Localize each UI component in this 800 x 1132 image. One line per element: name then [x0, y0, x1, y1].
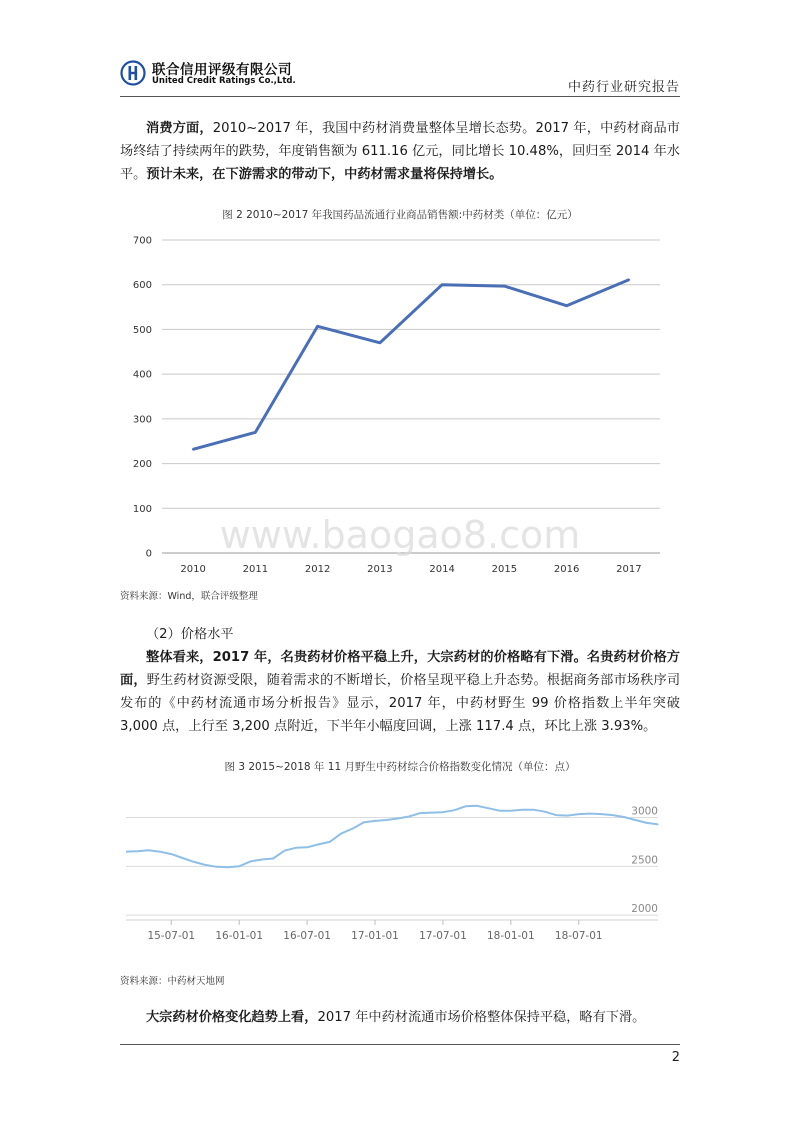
chart2-data-point — [182, 857, 183, 858]
consumption-outlook: 预计未来，在下游需求的带动下，中药材需求量将保持增长。 — [146, 167, 503, 182]
chart2-data-point — [159, 851, 160, 852]
chart2-data-point — [352, 828, 353, 829]
chart2-y-tick: 2500 — [631, 854, 658, 867]
chart2-data-point — [284, 850, 285, 851]
chart2-data-point — [488, 808, 489, 809]
chart1-data-point — [316, 325, 318, 327]
chart2-data-point — [601, 814, 602, 815]
chart2-data-point — [307, 847, 308, 848]
chart2-x-tick: 16-07-01 — [283, 930, 331, 942]
chart2-data-point — [171, 854, 172, 855]
chart2-data-point — [363, 822, 364, 823]
chart2-data-point — [612, 814, 613, 815]
chart2-data-point — [476, 805, 477, 806]
figure-2-caption: 图 2 2010~2017 年我国药品流通行业商品销售额:中药材类（单位：亿元） — [222, 209, 578, 221]
sales-line-chart — [120, 228, 680, 583]
chart1-x-tick: 2014 — [429, 564, 455, 575]
chart1-x-tick: 2010 — [180, 564, 206, 575]
chart2-data-point — [499, 810, 500, 811]
chart1-x-tick: 2016 — [553, 564, 580, 575]
consumption-paragraph — [120, 117, 680, 186]
chart2-data-point — [646, 822, 647, 823]
consumption-body: 2010~2017 年，我国中药材消费量整体呈增长态势。2017 年，中药材商品市场终结了持续两年的跌势，年度销售额为 611.16 亿元，同比增长 10.48%，回归至 2014 年水平。 — [120, 121, 680, 182]
chart2-y-tick: 2000 — [631, 903, 658, 916]
chart2-data-point — [578, 814, 579, 815]
chart2-data-point — [556, 814, 557, 815]
chart1-y-tick: 0 — [145, 548, 152, 560]
chart2-data-point — [635, 819, 636, 820]
chart1-y-tick: 200 — [132, 459, 152, 471]
chart2-data-point — [522, 809, 523, 810]
chart2-data-point — [386, 819, 387, 820]
chart2-data-point — [567, 815, 568, 816]
figure-2-source: 资料来源：Wind，联合评级整理 — [120, 591, 258, 602]
chart1-data-point — [503, 285, 505, 287]
chart2-x-tick: 16-01-01 — [215, 930, 264, 942]
chart1-x-tick: 2012 — [304, 564, 331, 575]
chart1-y-tick: 100 — [132, 503, 152, 515]
figure-3-source: 资料来源：中药材天地网 — [120, 976, 225, 987]
chart1-y-tick: 700 — [132, 235, 152, 247]
chart2-data-point — [273, 858, 274, 859]
chart2-x-tick: 18-01-01 — [487, 930, 535, 942]
chart2-data-point — [465, 806, 466, 807]
chart1-x-tick: 2011 — [242, 564, 269, 575]
chart1-y-tick: 600 — [132, 280, 152, 292]
price-summary: 整体看来，2017 年，名贵药材价格平稳上升，大宗药材的价格略有下滑。名贵药材价格方面， — [120, 650, 680, 688]
chart2-data-point — [193, 861, 194, 862]
footer-divider — [120, 1044, 680, 1045]
chart2-data-point — [148, 850, 149, 851]
page-header — [120, 52, 680, 98]
chart2-data-point — [239, 866, 240, 867]
figure-3-caption: 图 3 2015~2018 年 11 月野生中药材综合价格指数变化情况（单位：点） — [224, 761, 576, 773]
chart2-data-point — [318, 844, 319, 845]
chart1-data-point — [441, 284, 443, 286]
bulk-price-paragraph — [120, 1006, 680, 1029]
chart2-data-point — [137, 851, 138, 852]
chart2-data-point — [420, 813, 421, 814]
chart2-data-point — [250, 861, 251, 862]
chart2-data-point — [205, 864, 206, 865]
chart2-data-point — [329, 841, 330, 842]
chart2-x-tick: 17-07-01 — [419, 930, 467, 942]
chart2-data-point — [216, 866, 217, 867]
watermark-text: www.baogao8.com — [219, 513, 581, 557]
chart2-data-point — [544, 811, 545, 812]
chart1-y-tick: 500 — [132, 324, 152, 336]
header-divider — [120, 96, 680, 97]
chart2-x-tick: 18-07-01 — [554, 930, 603, 942]
chart2-data-point — [295, 847, 296, 848]
chart2-x-tick: 15-07-01 — [147, 930, 196, 942]
chart1-data-point — [628, 279, 630, 281]
report-title: 中药行业研究报告 — [567, 80, 680, 95]
chart1-x-tick: 2017 — [616, 564, 642, 575]
chart2-data-point — [657, 824, 658, 825]
chart1-data-point — [192, 448, 194, 450]
chart2-data-point — [374, 820, 375, 821]
chart2-data-point — [454, 810, 455, 811]
price-paragraph — [120, 646, 680, 738]
chart1-x-tick: 2013 — [367, 564, 393, 575]
chart2-data-point — [623, 816, 624, 817]
chart2-data-point — [397, 818, 398, 819]
chart2-series-line — [126, 806, 658, 868]
chart2-data-point — [227, 867, 228, 868]
chart2-data-point — [431, 812, 432, 813]
chart2-y-tick: 3000 — [631, 805, 658, 818]
chart1-data-point — [379, 342, 381, 344]
price-body: 野生药材资源受限，随着需求的不断增长，价格呈现平稳上升态势。根据商务部市场秩序司发布的《中药材流通市场分析报告》显示，2017 年，中药材野生 99 价格指数上半年突破 3,000 点，上行至 3,200 点附近，下半年小幅度回调，上涨 117.4 点，环比上涨 3.93%。 — [120, 673, 681, 734]
chart1-series-line — [193, 280, 629, 450]
chart2-data-point — [533, 809, 534, 810]
chart2-data-point — [340, 833, 341, 834]
bulk-price-body: 2017 年中药材流通市场价格整体保持平稳，略有下滑。 — [317, 1010, 646, 1025]
chart1-y-tick: 300 — [132, 414, 152, 426]
company-name-cn: 联合信用评级有限公司 — [152, 62, 292, 78]
price-level-heading: （2）价格水平 — [146, 627, 234, 642]
chart2-data-point — [408, 816, 409, 817]
consumption-lead: 消费方面， — [146, 121, 213, 136]
chart2-x-tick: 17-01-01 — [351, 930, 399, 942]
chart2-data-point — [589, 813, 590, 814]
chart2-data-point — [510, 810, 511, 811]
price-index-chart — [126, 790, 670, 950]
company-name-en: United Credit Ratings Co.,Ltd. — [152, 76, 296, 86]
company-logo-icon — [120, 60, 146, 86]
chart2-data-point — [261, 859, 262, 860]
bulk-price-lead: 大宗药材价格变化趋势上看， — [146, 1010, 318, 1025]
chart2-data-point — [442, 812, 443, 813]
chart1-data-point — [254, 431, 256, 433]
page-number: 2 — [671, 1050, 680, 1065]
chart1-data-point — [565, 305, 567, 307]
chart1-y-tick: 400 — [132, 369, 152, 381]
chart1-x-tick: 2015 — [491, 564, 518, 575]
